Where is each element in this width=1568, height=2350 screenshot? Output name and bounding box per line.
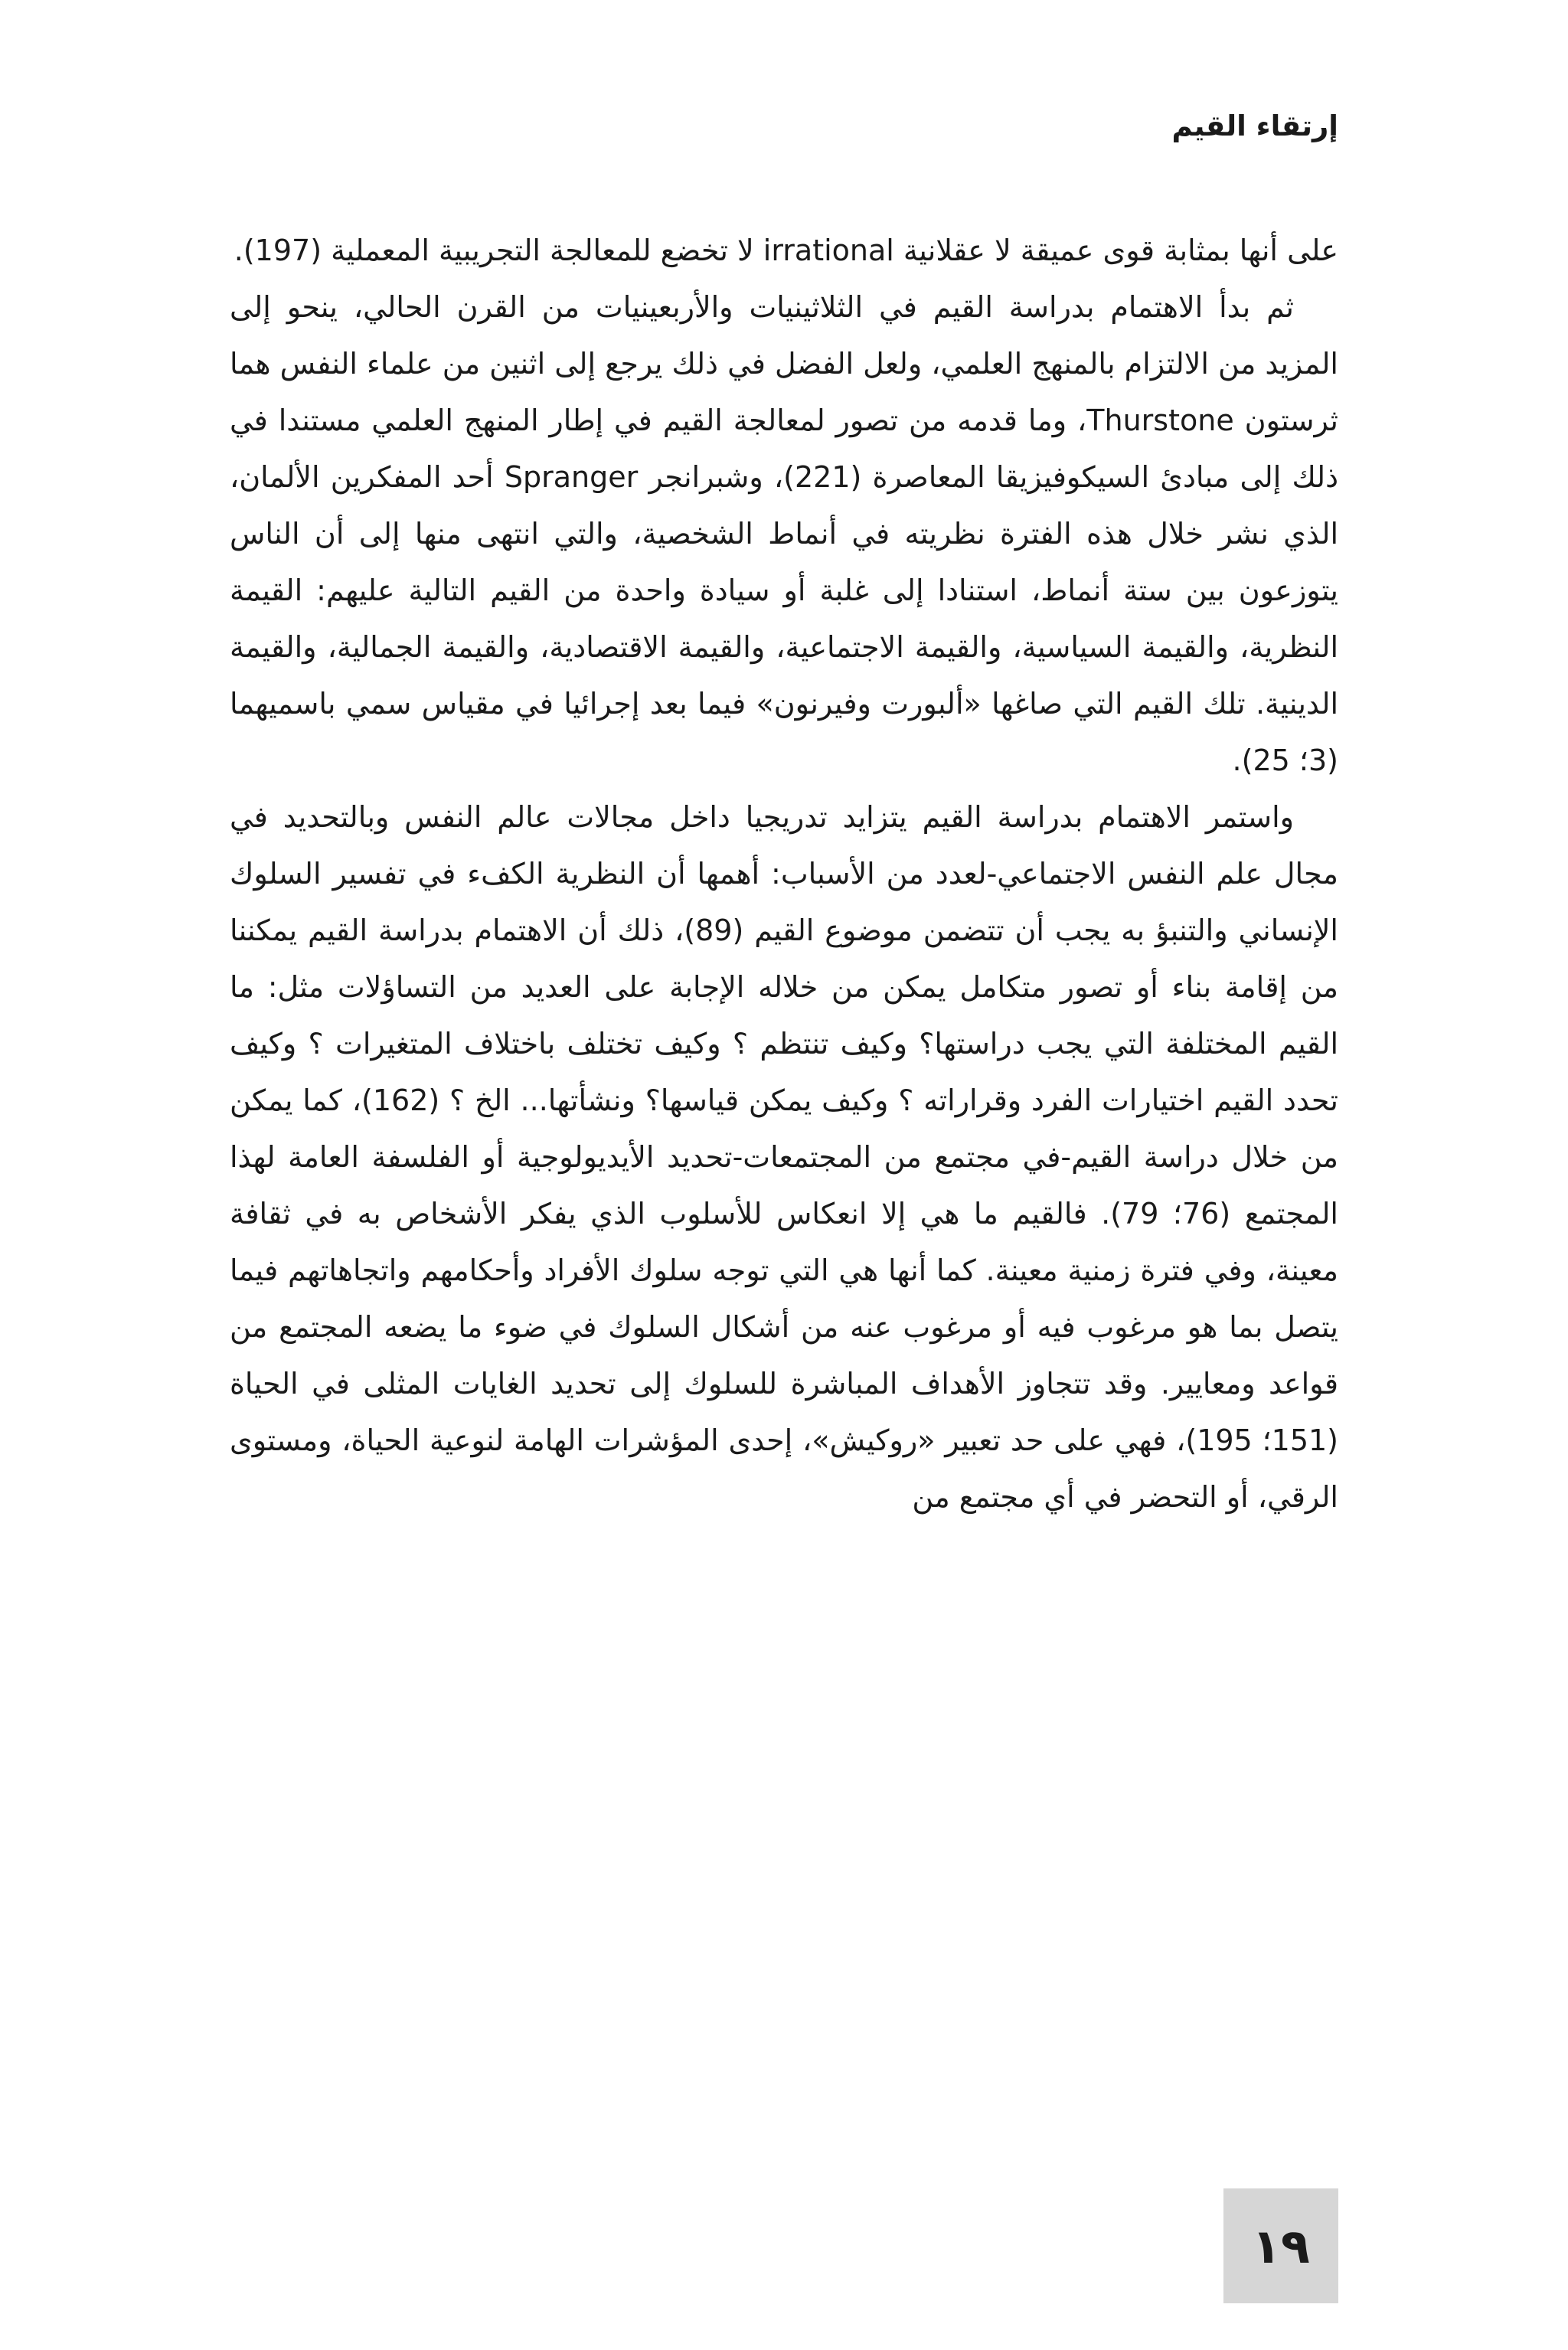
paragraph-continuation: على أنها بمثابة قوى عميقة لا عقلانية irrational لا تخضع للمعالجة التجريبية المعملية (197). — [234, 234, 1338, 267]
page-number: ١٩ — [1223, 2188, 1338, 2303]
paragraph-social-psychology: واستمر الاهتمام بدراسة القيم يتزايد تدريجيا داخل مجالات عالم النفس وبالتحديد في مجال علم النفس الاجتماعي-لعدد من الأسباب: أهمها أن النظرية الكفء في تفسير السلوك الإنساني والتنبؤ به يجب أن تتضمن موضوع القيم (89)، ذلك أن الاهتمام بدراسة القيم يمكننا من إقامة بناء أو تصور متكامل يمكن من خلاله الإجابة على العديد من التساؤلات مثل: ما القيم المختلفة التي يجب دراستها؟ وكيف تنتظم ؟ وكيف تختلف باختلاف المتغيرات ؟ وكيف تحدد القيم اختيارات الفرد وقراراته ؟ وكيف يمكن قياسها؟ ونشأتها... الخ ؟ (162)، كما يمكن من خلال دراسة القيم-في مجتمع من المجتمعات-تحديد الأيديولوجية أو الفلسفة العامة لهذا المجتمع (76؛ 79). فالقيم ما هي إلا انعكاس للأسلوب الذي يفكر الأشخاص به في ثقافة معينة، وفي فترة زمنية معينة. كما أنها هي التي توجه سلوك الأفراد وأحكامهم واتجاهاتهم فيما يتصل بما هو مرغوب فيه أو مرغوب عنه من أشكال السلوك في ضوء ما يضعه المجتمع من قواعد ومعايير. وقد تتجاوز الأهداف المباشرة للسلوك إلى تحديد الغايات المثلى في الحياة (151؛ 195)، فهي على حد تعبير «روكيش»، إحدى المؤشرات الهامة لنوعية الحياة، ومستوى الرقي، أو التحضر في أي مجتمع من — [230, 800, 1339, 1514]
page-body — [230, 222, 1338, 1525]
running-title: إرتقاء القيم — [1171, 109, 1338, 142]
paragraph-thirties-forties: ثم بدأ الاهتمام بدراسة القيم في الثلاثينيات والأربعينيات من القرن الحالي، ينحو إلى المزيد من الالتزام بالمنهج العلمي، ولعل الفضل في ذلك يرجع إلى اثنين من علماء النفس هما ثرستون Thurstone، وما قدمه من تصور لمعالجة القيم في إطار المنهج العلمي مستندا في ذلك إلى مبادئ السيكوفيزيقا المعاصرة (221)، وشبرانجر Spranger أحد المفكرين الألمان، الذي نشر خلال هذه الفترة نظريته في أنماط الشخصية، والتي انتهى منها إلى أن الناس يتوزعون بين ستة أنماط، استنادا إلى غلبة أو سيادة واحدة من القيم التالية عليهم: القيمة النظرية، والقيمة السياسية، والقيمة الاجتماعية، والقيمة الاقتصادية، والقيمة الجمالية، والقيمة الدينية. تلك القيم التي صاغها «ألبورت وفيرنون» فيما بعد إجرائيا في مقياس سمي باسميهما (3؛ 25). — [230, 290, 1338, 777]
